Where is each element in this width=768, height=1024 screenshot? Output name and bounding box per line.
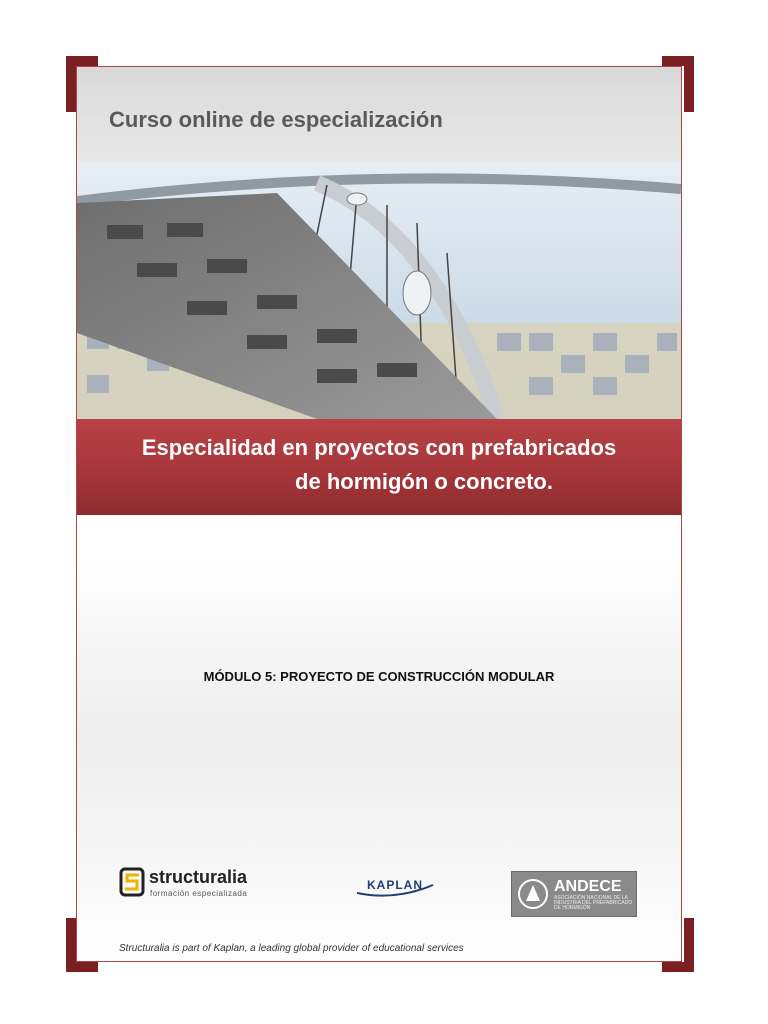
structuralia-tagline: formación especializada xyxy=(150,889,248,898)
course-name-line-2: de hormigón o concreto. xyxy=(295,469,553,494)
structuralia-logo xyxy=(119,867,279,901)
course-name-banner xyxy=(77,419,681,515)
andece-emblem-icon xyxy=(516,877,550,911)
corner-accent-top-left-vertical xyxy=(66,56,76,112)
andece-tagline: ASOCIACIÓN NACIONAL DE LA INDUSTRIA DEL PREFABRICADO DE HORMIGÓN xyxy=(554,895,633,911)
kaplan-name: KAPLAN xyxy=(367,878,423,892)
bridge-photo xyxy=(77,163,681,419)
corner-accent-bottom-left-vertical xyxy=(66,918,76,972)
course-title: Curso online de especialización xyxy=(109,107,443,132)
corner-accent-top-right-vertical xyxy=(684,56,694,112)
structuralia-s-icon xyxy=(119,867,145,897)
course-name-line-1: Especialidad en proyectos con prefabricados xyxy=(141,435,617,460)
corner-accent-bottom-right-vertical xyxy=(684,918,694,972)
andece-logo xyxy=(511,871,637,917)
cover-page xyxy=(76,66,682,962)
footer-text: Structuralia is part of Kaplan, a leading global provider of educational services xyxy=(119,943,464,954)
kaplan-logo xyxy=(353,871,437,899)
structuralia-name: structuralia xyxy=(149,867,248,887)
module-title: MÓDULO 5: PROYECTO DE CONSTRUCCIÓN MODULAR xyxy=(203,669,555,684)
andece-name: ANDECE xyxy=(554,878,622,895)
